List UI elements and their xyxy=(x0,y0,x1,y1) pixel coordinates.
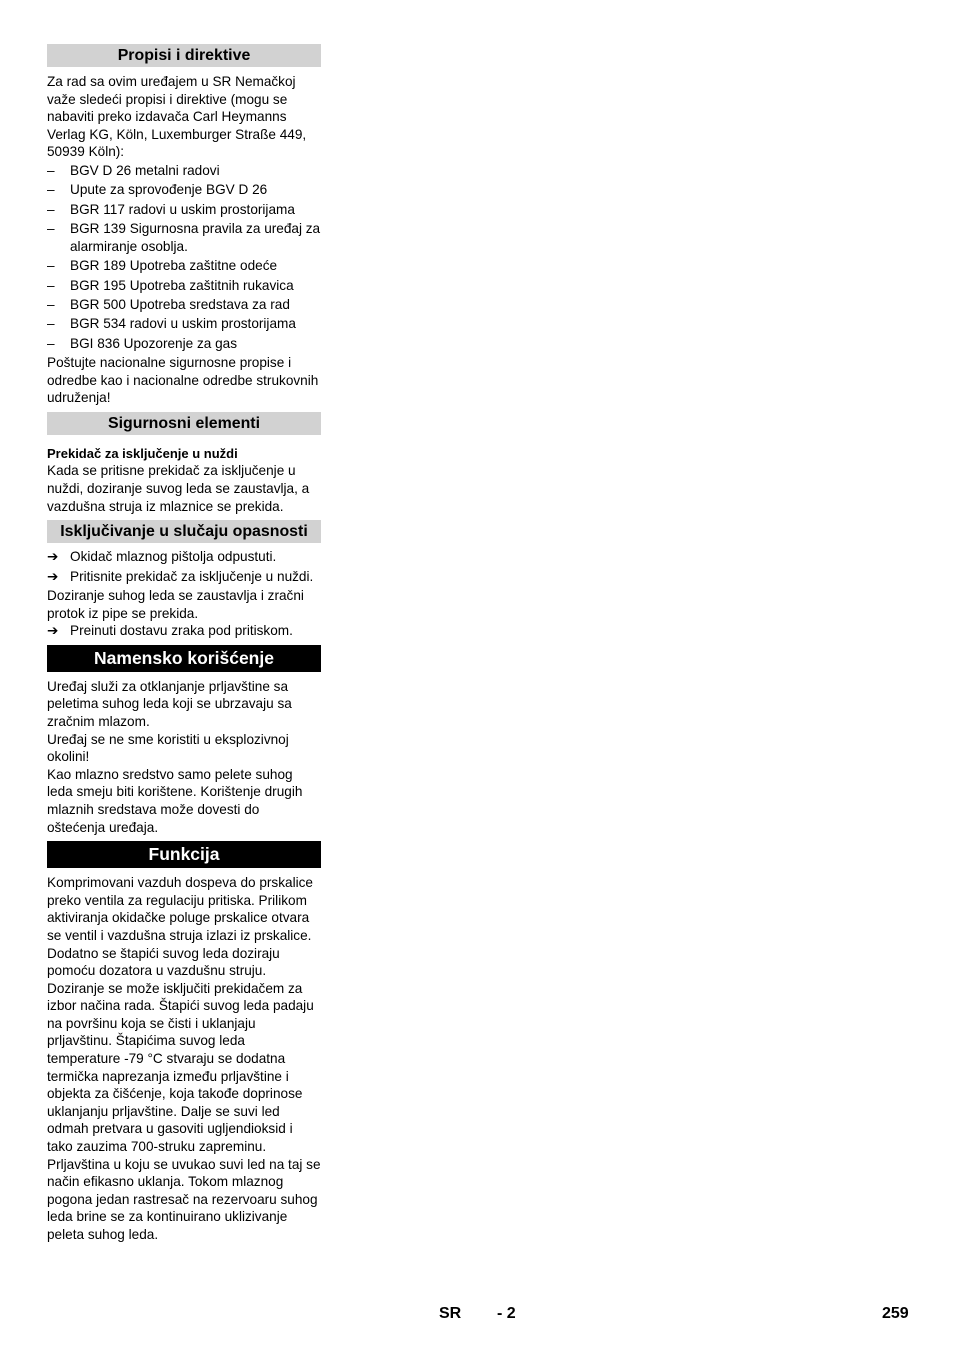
regulations-outro: Poštujte nacionalne sigurnosne propise i odredbe kao i nacionalne odredbe strukovnih udruženja! xyxy=(47,355,319,406)
arrow-icon: ➔ xyxy=(47,623,59,639)
section-heading-regulations: Propisi i direktive xyxy=(47,44,321,67)
list-item: – BGR 189 Upotreba zaštitne odeće xyxy=(47,258,278,274)
chapter-heading-function: Funkcija xyxy=(47,841,321,868)
main-column xyxy=(47,44,321,1244)
list-item: – Upute za sprovođenje BGV D 26 xyxy=(47,182,268,198)
section-heading-emergency-shutdown: Isključivanje u slučaju opasnosti xyxy=(47,520,321,543)
footer-page-number: 259 xyxy=(882,1305,909,1322)
shutdown-steps xyxy=(47,548,321,585)
subheading-emergency-switch: Prekidač za isključenje u nuždi xyxy=(47,445,238,461)
section-heading-safety-elements: Sigurnosni elementi xyxy=(47,412,321,435)
intended-use-paragraph: Uređaj se ne sme koristiti u eksplozivnoj okolini! xyxy=(47,731,289,765)
intended-use-paragraph: Uređaj služi za otklanjanje prljavštine sa peletima suhog leda koji se ubrzavaju sa zračnim mlazom. xyxy=(47,678,292,729)
list-item: – BGV D 26 metalni radovi xyxy=(47,162,220,178)
list-item: ➔ Okidač mlaznog pištolja odpustuti. xyxy=(47,549,277,565)
footer-language: SR xyxy=(439,1305,462,1322)
regulations-list xyxy=(47,162,321,352)
intended-use-paragraph: Kao mlazno sredstvo samo pelete suhog leda smeju biti korištene. Korištenje drugih mlaznih sredstava može dovesti do oštećenja uređaja. xyxy=(47,766,303,835)
emergency-switch-text: Kada se pritisne prekidač za isključenje u nuždi, doziranje suvog leda se zaustavlja, a vazdušna struja iz mlaznice se prekida. xyxy=(47,463,310,514)
shutdown-text: Doziranje suhog leda se zaustavlja i zračni protok iz pipe se prekida. xyxy=(47,588,304,621)
shutdown-step-final xyxy=(47,622,321,640)
list-item: – BGI 836 Upozorenje za gas xyxy=(47,335,238,351)
list-item: – BGR 534 radovi u uskim prostorijama xyxy=(47,316,296,332)
regulations-intro: Za rad sa ovim uređajem u SR Nemačkoj važe sledeći propisi i direktive (mogu se nabaviti preko izdavača Carl Heymanns Verlag KG, Köln, Luxemburger Straße 449, 50939 Köln): xyxy=(47,74,307,160)
arrow-icon: ➔ xyxy=(47,568,59,584)
list-item: – BGR 500 Upotreba sredstava za rad xyxy=(47,296,290,312)
list-item: – BGR 117 radovi u uskim prostorijama xyxy=(47,201,295,217)
list-item: ➔ Preinuti dostavu zraka pod pritiskom. xyxy=(47,623,293,639)
list-item: – BGR 139 Sigurnosna pravila za uređaj za alarmiranje osoblja. xyxy=(47,221,321,254)
list-item: – BGR 195 Upotreba zaštitnih rukavica xyxy=(47,277,294,293)
chapter-heading-intended-use: Namensko korišćenje xyxy=(47,645,321,672)
footer-section-number: - 2 xyxy=(497,1305,516,1322)
list-item: ➔ Pritisnite prekidač za isključenje u nuždi. xyxy=(47,568,314,584)
function-text: Komprimovani vazduh dospeva do prskalice preko ventila za regulaciju pritiska. Prilikom aktiviranja okidačke poluge prskalice otvara se ventil i vazdušna struja izlazi iz prskalice. Dodatno se štapići suvog leda doziraju pomoću dozatora u vazdušnu struju. Doziranje se može isključiti prekidačem za izbor načina rada. Štapići suvog leda padaju na površinu koja se čisti i uklanjaju prljavštinu. Štapićima suvog leda temperature -79 °C stvaraju se dodatna termička naprezanja između prljavštine i objekta za čišćenje, koja takođe doprinose uklanjanju prljavštine. Dalje se suvi led odmah pretvara u gasoviti ugljendioksid i tako zauzima 700-struku zapreminu. Prljavština u koju se uvukao suvi led na taj se način efikasno uklanja. Tokom mlaznog pogona jedan rastresač na rezervoaru suhog leda brine se za kontinuirano uklizivanje peleta suhog leda. xyxy=(47,875,321,1243)
arrow-icon: ➔ xyxy=(47,549,59,565)
